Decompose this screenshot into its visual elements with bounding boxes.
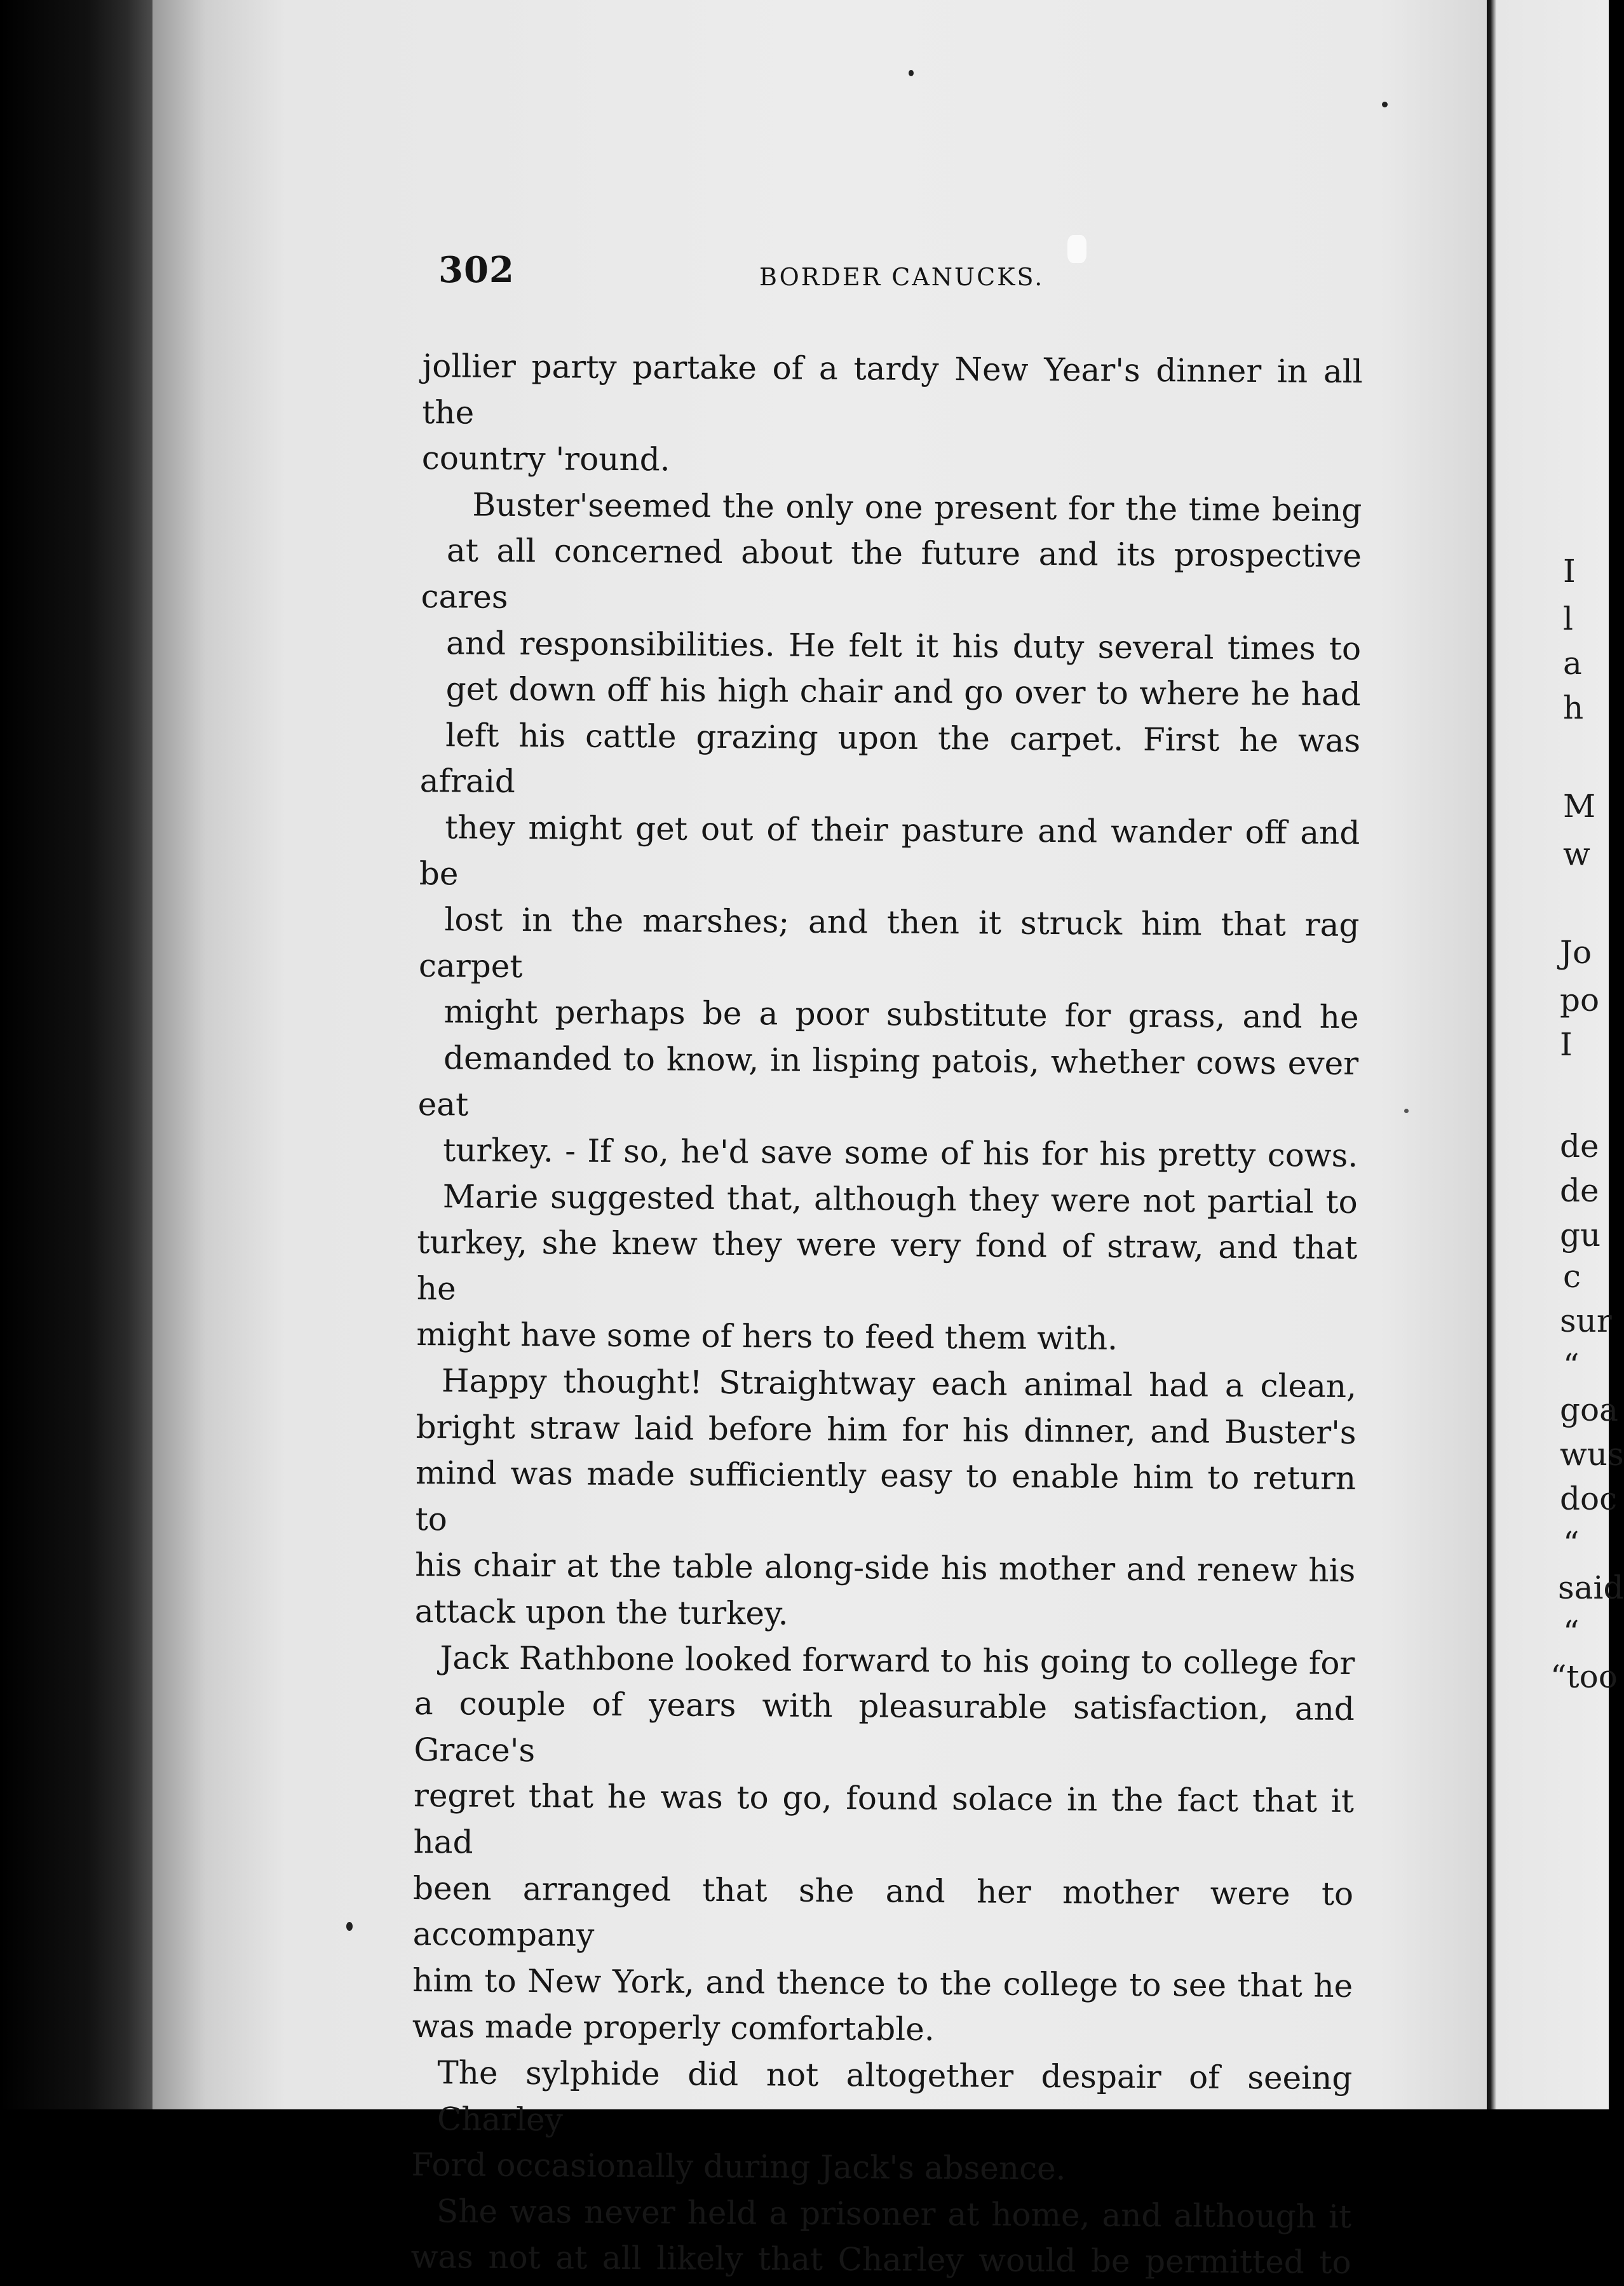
body-text [410,343,1363,2286]
facing-page-fragment: “ [1563,1525,1580,1562]
facing-page-fragment: h [1563,689,1584,726]
facing-page-fragment: M [1563,788,1596,825]
facing-page-fragment: I [1560,1026,1573,1063]
text-line: regret that he was to go, found solace in the fact that it had [413,1777,1355,1861]
text-line: they might get out of their pasture and wander off and be [419,809,1360,892]
facing-page-fragment: Jo [1560,934,1592,971]
text-line: his chair at the table along-side his mother and renew his [415,1546,1356,1590]
facing-page-fragment: wus [1560,1436,1624,1473]
text-line: turkey. - If so, he'd save some of his for his pretty cows. [443,1132,1358,1175]
facing-page-fragment: “too [1550,1658,1618,1695]
facing-page-edge [1487,0,1624,2109]
text-line: bright straw laid before him for his dinner, and Buster's [416,1408,1357,1451]
paragraph [410,2188,1351,2286]
text-line: The sylphide did not altogether despair of seeing Charley [436,2054,1353,2138]
scan-speck [1382,102,1388,107]
scan-speck [346,1922,353,1931]
text-line: might perhaps be a poor substitute for grass, and he [443,993,1359,1036]
text-line: jollier party partake of a tardy New Year's dinner in all the [422,347,1363,431]
text-line: might have some of hers to feed them with. [416,1316,1118,1358]
paragraph [416,1173,1358,1363]
paragraph [411,2050,1352,2194]
facing-page-fragment: de [1560,1128,1599,1165]
facing-page-fragment: l [1563,600,1573,637]
text-line: country 'round. [421,440,670,478]
paragraph [417,482,1362,1179]
text-line: Ford occasionally during Jack's absence. [411,2146,1066,2188]
facing-page-fragment: doc [1560,1480,1618,1517]
text-line: Marie suggested that, although they were not partial to [442,1177,1358,1221]
text-line: at all concerned about the future and its prospective cares [421,532,1362,616]
facing-page-fragment: de [1560,1172,1599,1209]
facing-page-fragment: goa [1560,1391,1618,1428]
text-line: She was never held a prisoner at home, and although it [436,2192,1352,2235]
text-line: him to New York, and thence to the college to see that he [412,1961,1353,2005]
scan-blemish [1067,235,1086,263]
facing-page-fragment: I [1563,553,1576,590]
facing-page-fragment: w [1563,835,1590,872]
text-line: attack upon the turkey. [414,1592,788,1632]
page-number: 302 [438,249,515,291]
facing-page-fragment: “ [1563,1347,1580,1384]
text-line: demanded to know, in lisping patois, whether cows ever eat [417,1039,1359,1123]
scan-speck [909,70,914,76]
facing-page-fragment: “ [1563,1614,1580,1651]
text-line: and responsibilities. He felt it his duty several times to [445,624,1362,667]
facing-page-fragment: c [1563,1258,1581,1295]
text-line: mind was made sufficiently easy to enable him to return to [415,1454,1357,1538]
facing-page-fragment: sur [1560,1302,1612,1339]
paragraph [415,1358,1357,1640]
text-line: turkey, she knew they were very fond of straw, and that he [416,1224,1358,1308]
text-line: Happy thought! Straightway each animal had a clean, [441,1362,1357,1405]
scan-speck [1404,1109,1409,1113]
running-head [438,249,1379,300]
book-binding-edge [0,0,159,2109]
facing-page-fragment: po [1560,982,1600,1018]
text-line: Jack Rathbone looked forward to his going to college for [440,1639,1355,1682]
text-line: was not at all likely that Charley would be permitted to [410,2238,1351,2282]
facing-page-fragment: said [1558,1569,1624,1606]
text-line: lost in the marshes; and then it struck him that rag carpet [418,901,1360,985]
text-line: a couple of years with pleasurable satisfaction, and Grace's [414,1685,1355,1769]
text-line: been arranged that she and her mother were to accompany [412,1869,1354,1954]
facing-page-fragment: a [1563,645,1582,682]
book-title: BORDER CANUCKS. [759,263,1045,291]
text-line: Buster'seemed the only one present for the time being [472,486,1362,529]
text-line: was made properly comfortable. [412,2008,935,2048]
text-line: left his cattle grazing upon the carpet. First he was afraid [419,716,1361,801]
paragraph [412,1635,1355,2055]
paragraph [422,343,1363,487]
facing-page-fragment: gu [1560,1217,1601,1254]
text-line: get down off his high chair and go over to where he had [445,670,1361,714]
